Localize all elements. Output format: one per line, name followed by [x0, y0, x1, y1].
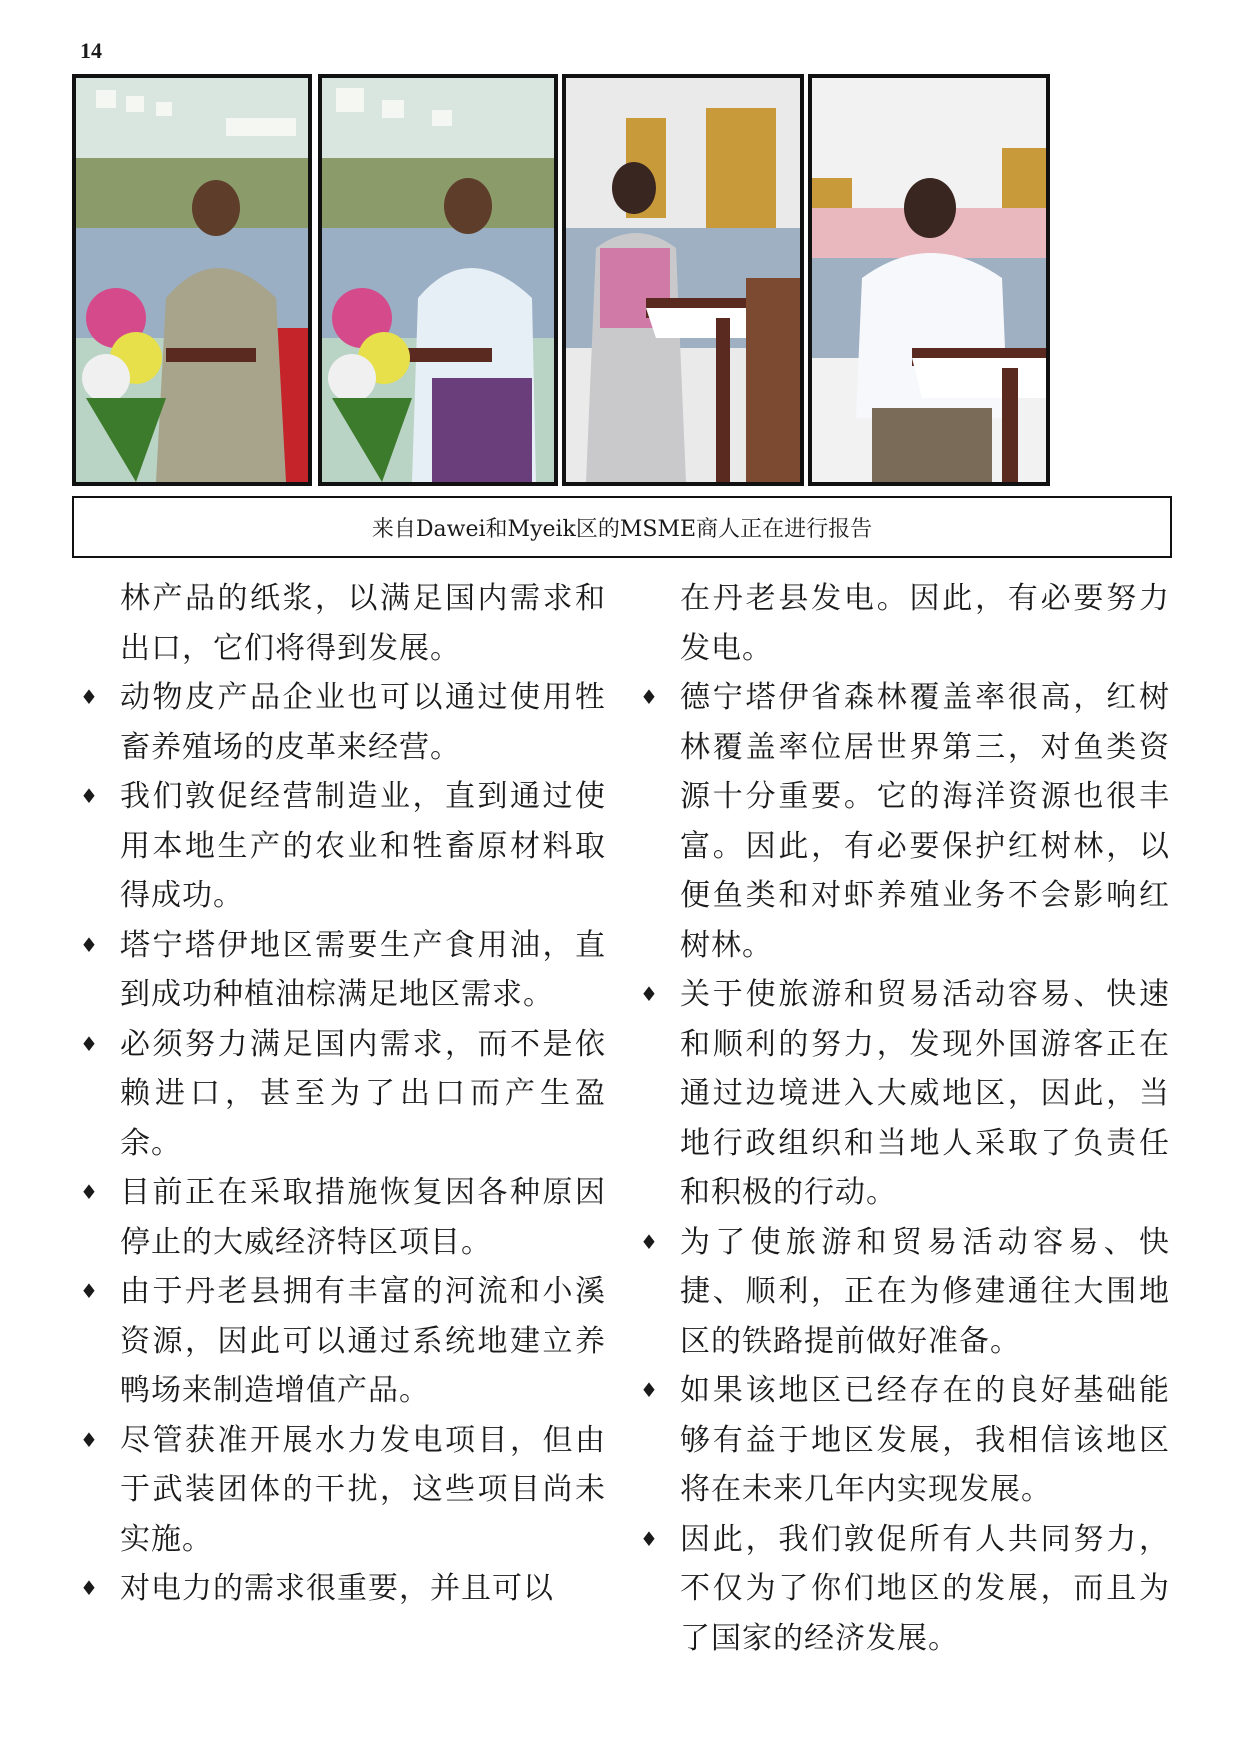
item-text: 尽管获准开展水力发电项目，但由于武装团体的干扰，这些项目尚未实施。	[120, 1422, 606, 1557]
diamond-bullet-icon: ♦	[640, 1229, 659, 1254]
list-item	[80, 1168, 606, 1267]
item-text: 德宁塔伊省森林覆盖率很高，红树林覆盖率位居世界第三，对鱼类资源十分重要。它的海洋资源也很丰富。因此，有必要保护红树林，以便鱼类和对虾养殖业务不会影响红树林。	[680, 680, 1170, 963]
diamond-bullet-icon: ♦	[640, 982, 659, 1006]
diamond-bullet-icon: ♦	[640, 685, 659, 709]
item-text: 由于丹老县拥有丰富的河流和小溪资源，因此可以通过系统地建立养鸭场来制造增值产品。	[120, 1274, 606, 1408]
diamond-bullet-icon: ♦	[80, 932, 99, 957]
item-text: 关于使旅游和贸易活动容易、快速和顺利的努力，发现外国游客正在通过边境进入大威地区，因此，当地行政组织和当地人采取了负责任和积极的行动。	[680, 977, 1170, 1210]
list-item	[80, 772, 606, 921]
diamond-bullet-icon: ♦	[640, 1378, 659, 1402]
list-item	[640, 1366, 1170, 1515]
photo-speaker-4	[808, 74, 1050, 486]
list-item	[640, 1218, 1170, 1367]
list-item	[80, 921, 606, 1020]
diamond-bullet-icon: ♦	[640, 1526, 659, 1551]
item-text: 在丹老县发电。因此，有必要努力发电。	[680, 581, 1170, 666]
diamond-bullet-icon: ♦	[80, 1180, 99, 1204]
list-item	[80, 1564, 606, 1614]
item-text: 我们敦促经营制造业，直到通过使用本地生产的农业和牲畜原材料取得成功。	[120, 779, 606, 913]
diamond-bullet-icon: ♦	[80, 1576, 99, 1600]
list-item	[640, 673, 1170, 970]
left-column	[80, 574, 606, 1614]
item-text: 塔宁塔伊地区需要生产食用油，直到成功种植油棕满足地区需求。	[120, 927, 606, 1012]
list-item	[640, 970, 1170, 1218]
photo-strip	[72, 74, 1172, 486]
list-item	[80, 574, 606, 673]
item-text: 必须努力满足国内需求，而不是依赖进口，甚至为了出口而产生盈余。	[120, 1026, 606, 1161]
diamond-bullet-icon: ♦	[80, 685, 99, 709]
diamond-bullet-icon: ♦	[80, 1279, 99, 1303]
list-item	[80, 673, 606, 772]
photo-icon	[76, 78, 308, 482]
item-text: 林产品的纸浆，以满足国内需求和出口，它们将得到发展。	[120, 581, 606, 666]
page-number: 14	[80, 38, 102, 63]
list-item	[80, 1416, 606, 1565]
diamond-bullet-icon: ♦	[80, 1031, 99, 1056]
list-item	[640, 574, 1170, 673]
item-text: 因此，我们敦促所有人共同努力，不仅为了你们地区的发展，而且为了国家的经济发展。	[680, 1521, 1170, 1656]
photo-caption: 来自Dawei和Myeik区的MSME商人正在进行报告	[72, 496, 1172, 558]
photo-icon	[322, 78, 554, 482]
right-column	[640, 574, 1170, 1663]
photo-speaker-3	[562, 74, 804, 486]
photo-speaker-2	[318, 74, 558, 486]
item-text: 对电力的需求很重要，并且可以	[120, 1571, 554, 1606]
diamond-bullet-icon: ♦	[80, 1427, 99, 1452]
item-text: 为了使旅游和贸易活动容易、快捷、顺利，正在为修建通往大围地区的铁路提前做好准备。	[680, 1224, 1170, 1359]
photo-icon	[566, 78, 800, 482]
item-text: 目前正在采取措施恢复因各种原因停止的大威经济特区项目。	[120, 1175, 606, 1260]
photo-speaker-1	[72, 74, 312, 486]
item-text: 如果该地区已经存在的良好基础能够有益于地区发展，我相信该地区将在未来几年内实现发展。	[680, 1373, 1170, 1507]
list-item	[80, 1267, 606, 1416]
diamond-bullet-icon: ♦	[80, 784, 99, 808]
item-text: 动物皮产品企业也可以通过使用牲畜养殖场的皮革来经营。	[120, 680, 606, 765]
photo-icon	[812, 78, 1046, 482]
list-item	[80, 1020, 606, 1169]
list-item	[640, 1515, 1170, 1664]
